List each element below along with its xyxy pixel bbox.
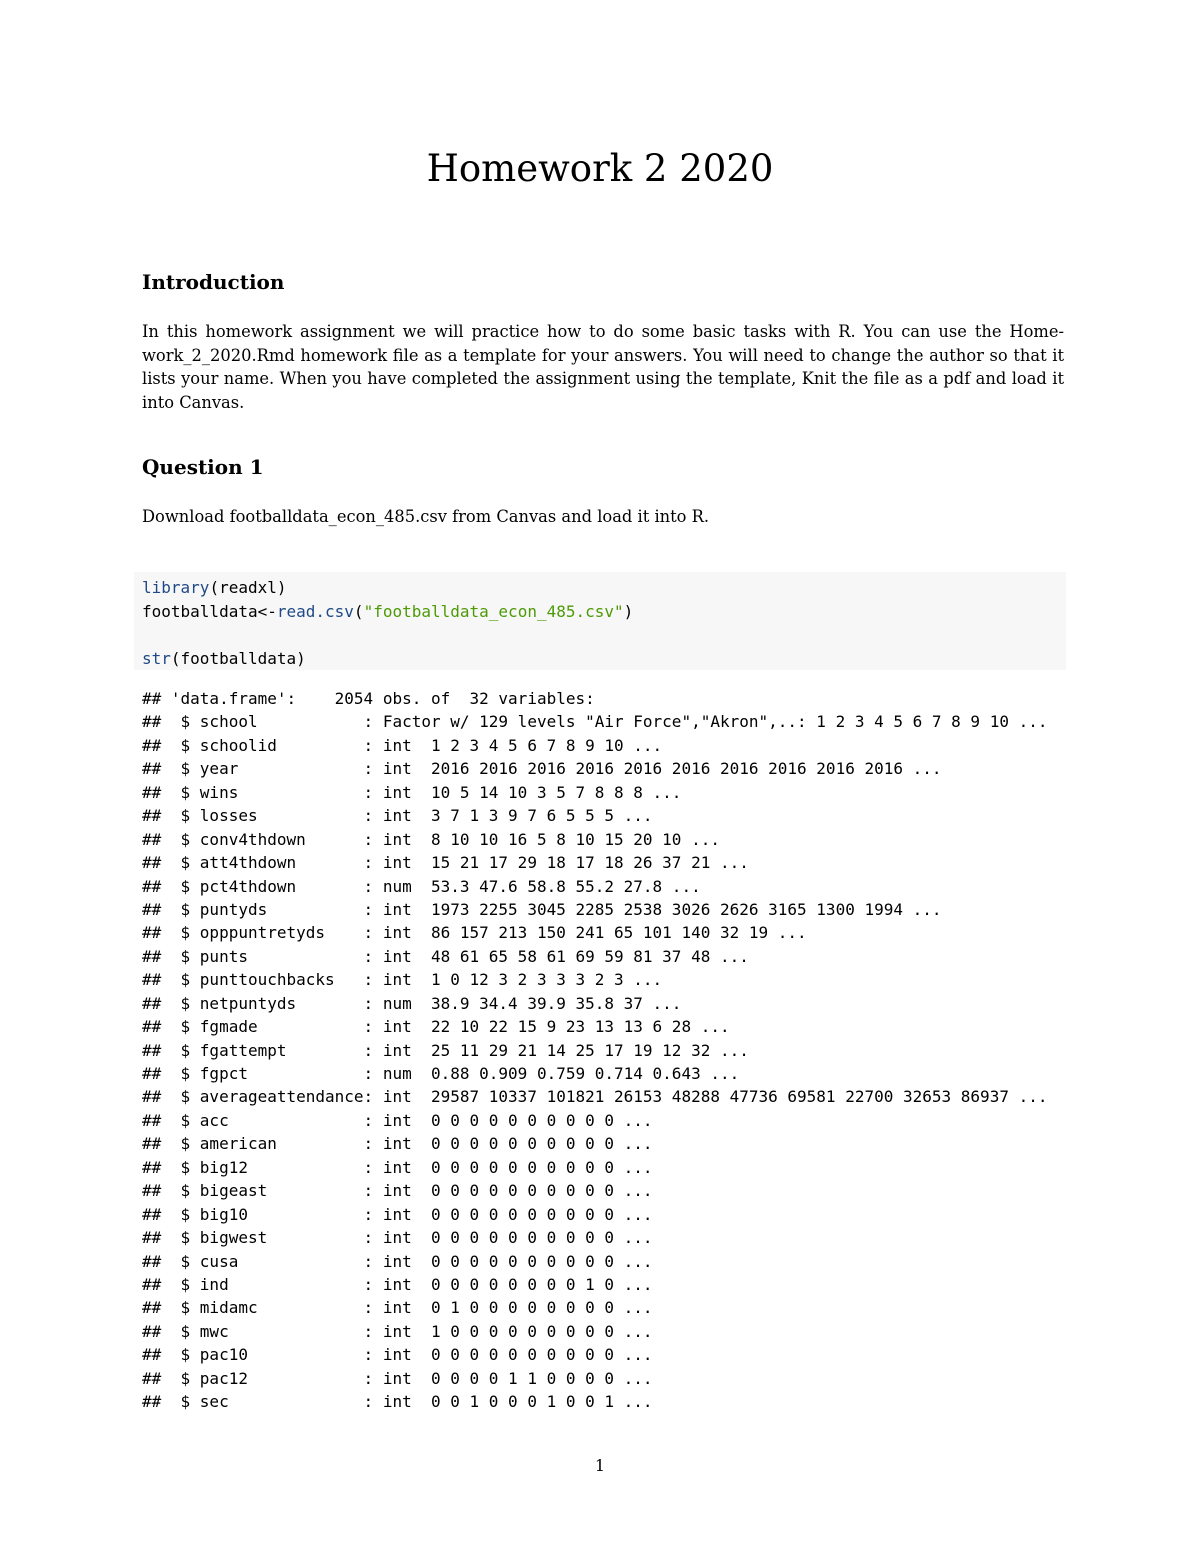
output-line: ## $ averageattendance: int 29587 10337 101821 26153 48288 47736 69581 22700 32653 86937 ... <box>142 1087 1048 1107</box>
output-line: ## $ punttouchbacks : int 1 0 12 3 2 3 3 3 2 3 ... <box>142 970 663 990</box>
code-line-str <box>142 647 1066 671</box>
output-line: ## $ big12 : int 0 0 0 0 0 0 0 0 0 0 ... <box>142 1157 653 1177</box>
code-line-library <box>142 576 1066 600</box>
output-line: ## $ pac12 : int 0 0 0 0 1 1 0 0 0 0 ... <box>142 1368 653 1388</box>
code-operator: <- <box>257 601 277 621</box>
code-text: ( <box>353 601 364 621</box>
introduction-paragraph: In this homework assignment we will practice how to do some basic tasks with R. You can use the Home-work_2_2020.Rmd homework file as a template for your answers. You will need to change the author so that it lists your name. When you have completed the assignment using the template, Knit the file as a pdf and load it into Canvas. <box>142 322 1064 412</box>
code-variable: footballdata <box>142 601 258 621</box>
code-text: ) <box>623 601 634 621</box>
output-line: ## $ pac10 : int 0 0 0 0 0 0 0 0 0 0 ... <box>142 1345 653 1365</box>
output-line: ## $ fgattempt : int 25 11 29 21 14 25 17 19 12 32 ... <box>142 1040 749 1060</box>
code-text: (readxl) <box>209 578 287 597</box>
question-1-paragraph: Download footballdata_econ_485.csv from Canvas and load it into R. <box>142 507 710 526</box>
output-line: ## $ bigwest : int 0 0 0 0 0 0 0 0 0 0 ... <box>142 1228 653 1248</box>
page-title: Homework 2 2020 <box>426 147 774 190</box>
output-line: ## $ fgmade : int 22 10 22 15 9 23 13 13 6 28 ... <box>142 1017 730 1037</box>
output-line: ## $ conv4thdown : int 8 10 10 16 5 8 10 15 20 10 ... <box>142 829 720 849</box>
r-console-output <box>142 687 1047 1414</box>
output-line: ## $ opppuntretyds : int 86 157 213 150 241 65 101 140 32 19 ... <box>142 923 807 943</box>
output-line: ## $ school : Factor w/ 129 levels "Air Force","Akron",..: 1 2 3 4 5 6 7 8 9 10 ... <box>142 712 1048 732</box>
output-line: ## $ puntyds : int 1973 2255 3045 2285 2538 3026 2626 3165 1300 1994 ... <box>142 899 942 919</box>
code-function: read.csv <box>276 601 354 621</box>
output-line: ## $ midamc : int 0 1 0 0 0 0 0 0 0 0 ... <box>142 1298 653 1318</box>
output-line: ## $ american : int 0 0 0 0 0 0 0 0 0 0 ... <box>142 1134 653 1154</box>
code-function: str <box>142 648 171 668</box>
r-code-block <box>134 572 1066 670</box>
output-line: ## $ punts : int 48 61 65 58 61 69 59 81 37 48 ... <box>142 946 749 966</box>
code-text: (footballdata) <box>170 648 306 668</box>
output-line: ## $ big10 : int 0 0 0 0 0 0 0 0 0 0 ... <box>142 1204 653 1224</box>
section-heading-question-1: Question 1 <box>142 455 264 479</box>
output-line: ## $ mwc : int 1 0 0 0 0 0 0 0 0 0 ... <box>142 1321 653 1341</box>
output-line: ## 'data.frame': 2054 obs. of 32 variables: <box>142 689 595 708</box>
output-line: ## $ netpuntyds : num 38.9 34.4 39.9 35.8 37 ... <box>142 993 682 1013</box>
output-line: ## $ sec : int 0 0 1 0 0 0 1 0 0 1 ... <box>142 1392 653 1412</box>
output-line: ## $ ind : int 0 0 0 0 0 0 0 0 1 0 ... <box>142 1274 653 1294</box>
output-line: ## $ fgpct : num 0.88 0.909 0.759 0.714 0.643 ... <box>142 1064 740 1083</box>
output-line: ## $ losses : int 3 7 1 3 9 7 6 5 5 5 ... <box>142 806 653 826</box>
code-function: library <box>142 578 210 597</box>
code-string: "footballdata_econ_485.csv" <box>363 601 624 621</box>
output-line: ## $ wins : int 10 5 14 10 3 5 7 8 8 8 ... <box>142 782 682 802</box>
output-line: ## $ cusa : int 0 0 0 0 0 0 0 0 0 0 ... <box>142 1251 653 1271</box>
output-line: ## $ att4thdown : int 15 21 17 29 18 17 18 26 37 21 ... <box>142 853 749 873</box>
output-line: ## $ bigeast : int 0 0 0 0 0 0 0 0 0 0 ... <box>142 1181 653 1201</box>
output-line: ## $ year : int 2016 2016 2016 2016 2016 2016 2016 2016 2016 2016 ... <box>142 759 942 779</box>
code-line-blank <box>142 623 1066 647</box>
output-line: ## $ schoolid : int 1 2 3 4 5 6 7 8 9 10 ... <box>142 735 663 755</box>
output-line: ## $ pct4thdown : num 53.3 47.6 58.8 55.2 27.8 ... <box>142 876 701 896</box>
page-number: 1 <box>594 1456 606 1475</box>
code-line-read-csv <box>142 600 1066 624</box>
output-line: ## $ acc : int 0 0 0 0 0 0 0 0 0 0 ... <box>142 1110 653 1130</box>
section-heading-introduction: Introduction <box>142 270 285 294</box>
